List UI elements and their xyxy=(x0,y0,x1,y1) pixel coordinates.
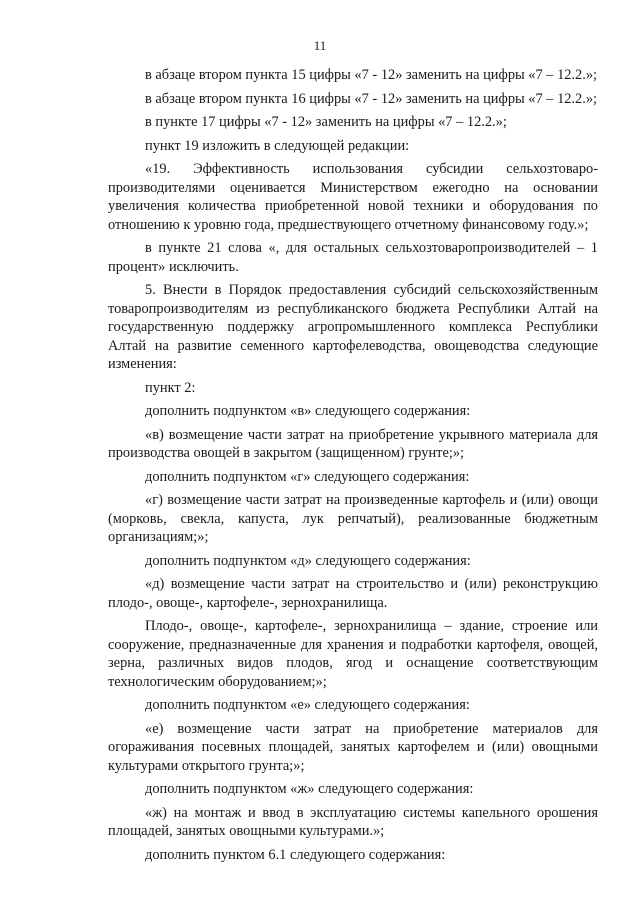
paragraph-18: дополнить подпунктом «ж» следующего содержания: xyxy=(145,781,474,797)
paragraph-2: в абзаце втором пункта 16 цифры «7 - 12» заменить на цифры «7 – 12.2.»; xyxy=(145,90,598,107)
page-number: 11 xyxy=(313,38,327,53)
paragraph-6: в пункте 21 слова «, для остальных сельхозтоваропроизводителей – 1 процент» исключить. xyxy=(108,240,598,275)
paragraph-7: 5. Внести в Порядок предоставления субсидий сельскохозяйственным товаропроизводителям из республиканского бюджета Республики Алтай на государственную поддержку агропромышленного комплекса Республики Алтай на развитие семенного картофелеводства, овощеводства следующие изменения: xyxy=(108,282,598,372)
paragraph-16: дополнить подпунктом «е» следующего содержания: xyxy=(145,697,470,713)
paragraph-15: Плодо-, овоще-, картофеле-, зернохранилища – здание, строение или сооружение, предназначенные для хранения и подработки картофеля, овощей, зерна, различных видов плодов, ягод и оснащение соответствующим технологическим оборудованием;»; xyxy=(108,618,598,690)
paragraph-13: дополнить подпунктом «д» следующего содержания: xyxy=(145,552,471,569)
paragraph-12: «г) возмещение части затрат на произведенные картофель и (или) овощи (морковь, свекла, капуста, лук репчатый), реализованные бюджетным организациям;»; xyxy=(108,492,598,545)
paragraph-3: в пункте 17 цифры «7 - 12» заменить на цифры «7 – 12.2.»; xyxy=(145,114,507,130)
paragraph-14: «д) возмещение части затрат на строительство и (или) реконструкцию плодо-, овоще-, картофеле-, зернохранилища. xyxy=(108,576,598,611)
paragraph-10: «в) возмещение части затрат на приобретение укрывного материала для производства овощей в закрытом (защищенном) грунте;»; xyxy=(108,426,598,461)
document-body xyxy=(108,66,598,869)
paragraph-19: «ж) на монтаж и ввод в эксплуатацию системы капельного орошения площадей, занятых овощными культурами.»; xyxy=(108,804,598,839)
paragraph-1: в абзаце втором пункта 15 цифры «7 - 12» заменить на цифры «7 – 12.2.»; xyxy=(145,67,598,83)
paragraph-9: дополнить подпунктом «в» следующего содержания: xyxy=(145,403,471,419)
paragraph-8: пункт 2: xyxy=(145,379,196,396)
paragraph-11: дополнить подпунктом «г» следующего содержания: xyxy=(145,468,470,485)
paragraph-5: «19. Эффективность использования субсидии сельхозтоваро-производителями оценивается Министерством ежегодно на основании увеличения количества приобретенной новой техники и оборудования по отношению к уровню года, предшествующего отчетному финансовому году.»; xyxy=(108,161,598,233)
paragraph-20: дополнить пунктом 6.1 следующего содержания: xyxy=(145,846,446,863)
paragraph-4: пункт 19 изложить в следующей редакции: xyxy=(145,137,410,154)
paragraph-17: «е) возмещение части затрат на приобретение материалов для огораживания посевных площадей, занятых картофелем и (или) овощными культурами открытого грунта;»; xyxy=(108,720,598,774)
